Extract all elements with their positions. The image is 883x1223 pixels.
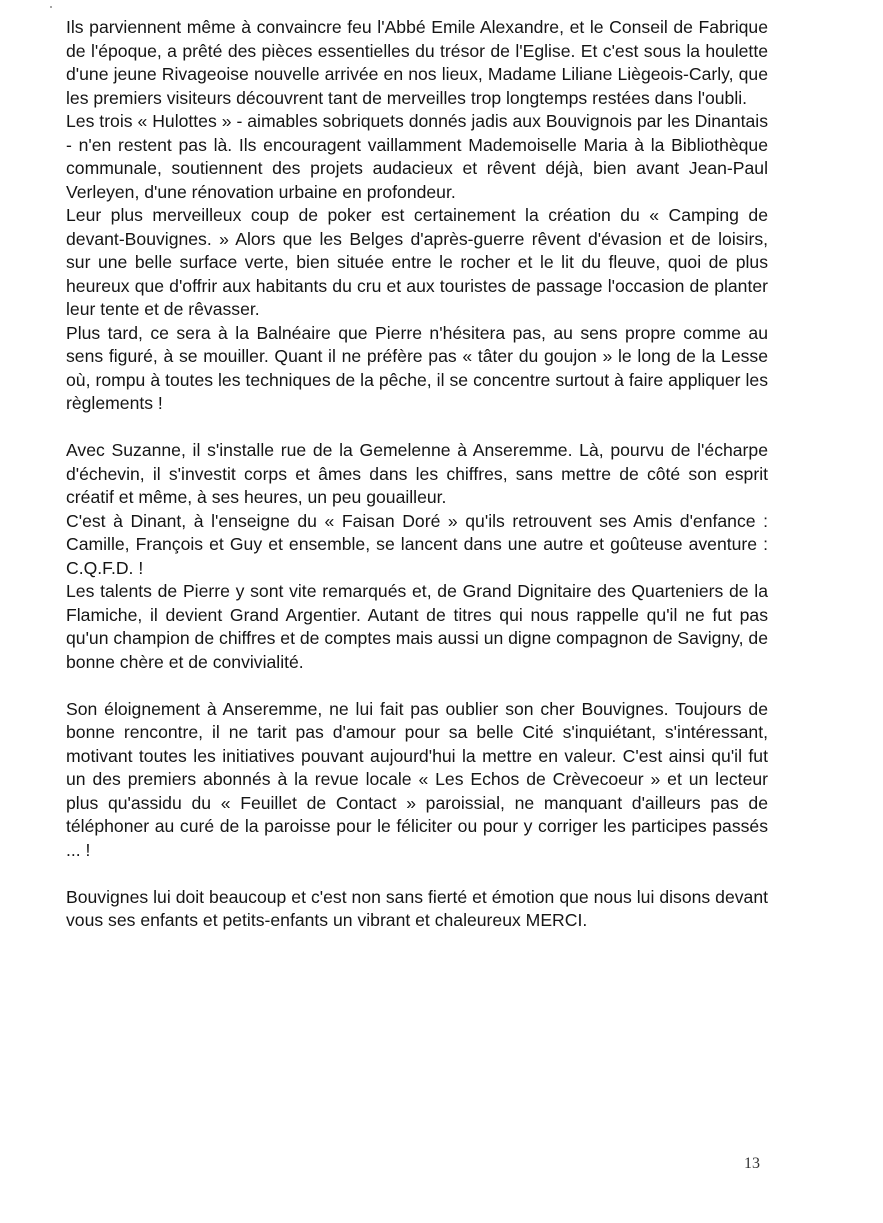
paragraph-eloignement: Son éloignement à Anseremme, ne lui fait pas oublier son cher Bouvignes. Toujours de bonne rencontre, il ne tarit pas d'amour pour sa belle Cité s'inquiétant, s'intéressant, motivant toutes les initiatives pouvant aujourd'hui la mettre en valeur. C'est ainsi qu'il fut un des premiers abonnés à la revue locale « Les Echos de Crèvecoeur » et un lecteur plus qu'assidu du « Feuillet de Contact » paroissial, ne manquant d'ailleurs pas de téléphoner au curé de la paroisse pour le féliciter ou pour y corriger les participes passés ... ! [66,698,768,860]
paragraph-gap [66,674,768,698]
paragraph-hulottes: Les trois « Hulottes » - aimables sobriquets donnés jadis aux Bouvignois par les Dinantais - n'en restent pas là. Ils encouragent vaillamment Mademoiselle Maria à la Bibliothèque communale, soutiennent des projets audacieux et rêvent déjà, bien avant Jean-Paul Verleyen, d'une rénovation urbaine en profondeur. [66,111,768,202]
page-number: 13 [744,1155,760,1172]
paragraph-talents: Les talents de Pierre y sont vite remarqués et, de Grand Dignitaire des Quarteniers de la Flamiche, il devient Grand Argentier. Autant de titres qui nous rappelle qu'il ne fut pas qu'un champion de chiffres et de comptes mais aussi un digne compagnon de Savigny, de bonne chère et de convivialité. [66,581,769,672]
paragraph-merci: Bouvignes lui doit beaucoup et c'est non sans fierté et émotion que nous lui disons devant vous ses enfants et petits-enfants un vibrant et chaleureux MERCI. [66,886,768,930]
scan-speck [50,6,52,8]
paragraph-suzanne: Avec Suzanne, il s'installe rue de la Gemelenne à Anseremme. Là, pourvu de l'écharpe d'échevin, il s'investit corps et âmes dans les chiffres, sans mettre de côté son esprit créatif et même, à ses heures, un peu gouailleur. [66,440,768,507]
paragraph-faisan-dore: C'est à Dinant, à l'enseigne du « Faisan Doré » qu'ils retrouvent ses Amis d'enfance : Camille, François et Guy et ensemble, se lancent dans une autre et goûteuse aventure : C.Q.F.D. ! [66,510,768,578]
paragraph-gap [66,862,768,886]
paragraph-gap [66,416,768,440]
paragraph-balneaire: Plus tard, ce sera à la Balnéaire que Pierre n'hésitera pas, au sens propre comme au sens figuré, à se mouiller. Quant il ne préfère pas « tâter du goujon » le long de la Lesse où, rompu à toutes les techniques de la pêche, il se concentre surtout à faire appliquer les règlements ! [66,322,768,413]
body-text [66,16,768,933]
paragraph-tresor: Ils parviennent même à convaincre feu l'Abbé Emile Alexandre, et le Conseil de Fabrique de l'époque, a prêté des pièces essentielles du trésor de l'Eglise. Et c'est sous la houlette d'une jeune Rivageoise nouvelle arrivée en nos lieux, Madame Liliane Liègeois-Carly, que les premiers visiteurs découvrent tant de merveilles trop longtemps restées dans l'oubli. [66,17,768,108]
paragraph-camping: Leur plus merveilleux coup de poker est certainement la création du « Camping de devant-Bouvignes. » Alors que les Belges d'après-guerre rêvent d'évasion et de loisirs, sur une belle surface verte, bien située entre le rocher et le lit du fleuve, quoi de plus heureux que d'offrir aux habitants du cru et aux touristes de passage l'occasion de planter leur tente et de rêvasser. [66,205,768,319]
